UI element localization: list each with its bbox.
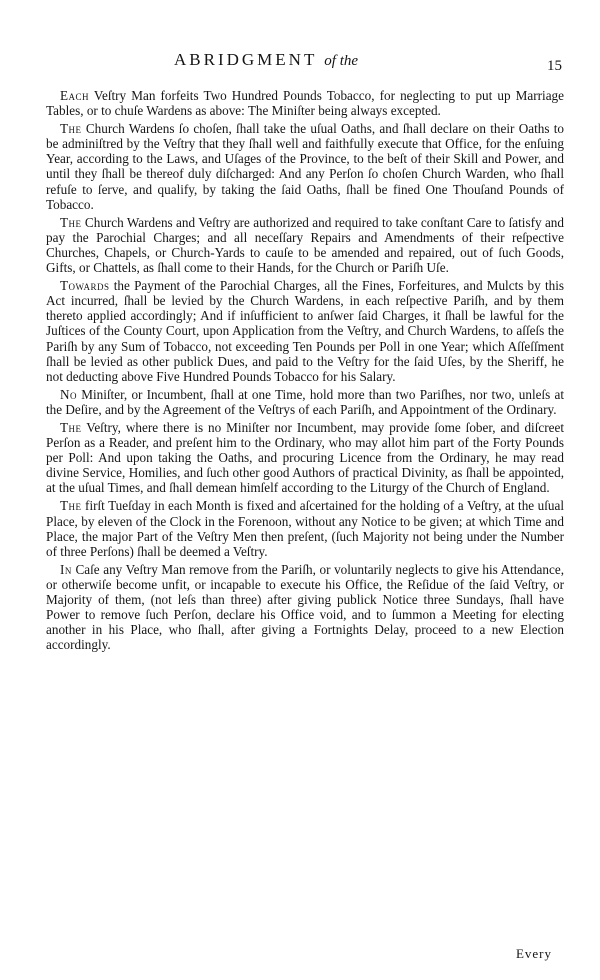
paragraph [46, 121, 564, 212]
paragraph-lead-word: The [60, 419, 82, 435]
page-number: 15 [547, 58, 562, 74]
paragraph-lead-word: The [60, 121, 82, 137]
paragraph [46, 387, 564, 417]
paragraph [46, 278, 564, 384]
paragraph-text: firſt Tueſday in each Month is fixed and aſcertained for the holding of a Veſtry, at the uſual Place, by eleven of the Clock in the Forenoon, without any Notice to be given; at which Time and Place, the major Part of the Veſtry Men then preſent, (ſuch Majority not being under the Number of three Perſons) ſhall be deemed a Veſtry. [46, 498, 564, 559]
paragraph-text: Miniſter, or Incumbent, ſhall at one Time, hold more than two Pariſhes, nor two, unleſs at the Deſire, and by the Agreement of the Veſtrys of each Pariſh, and Appointment of the Ordinary. [46, 386, 564, 417]
paragraph-text: the Payment of the Parochial Charges, all the Fines, Forfeitures, and Mulcts by this Act incurred, ſhall be levied by the Church Wardens, in each reſpective Pariſh, and by them thereto applied accordingly; And if inſufficient to anſwer ſaid Charges, it ſhall be lawful for the Juſtices of the County Court, upon Application from the Veſtry, and Church Wardens, to aſſeſs the Pariſh by any Sum of Tobacco, not exceeding Ten Pounds per Poll in one Year; which Aſſeſſment ſhall be levied as other publick Dues, and paid to the Veſtry for the ſaid Uſes, by the Sheriff, he not deducting above Five Hundred Pounds Tobacco for his Salary. [46, 278, 564, 384]
paragraph-text: Church Wardens ſo choſen, ſhall take the uſual Oaths, and ſhall declare on their Oaths to be adminiſtred by the Veſtry that they ſhall well and faithfully execute that Office, for the enſuing Year, according to the Laws, and Uſages of the Province, to the beſt of their Skill and Power, and until they ſhall be thereof duly diſcharged: And any Perſon ſo choſen Church Warden, who ſhall refuſe to ſerve, and qualify, by taking the ſaid Oaths, ſhall be fined One Thouſand Pounds of Tobacco. [46, 121, 564, 212]
paragraph-lead-word: The [60, 214, 82, 230]
paragraph-lead-word: Towards [60, 278, 110, 294]
running-title [174, 50, 358, 70]
paragraph-lead-word: In [60, 561, 72, 577]
paragraph-text: Veſtry, where there is no Miniſter nor Incumbent, may provide ſome ſober, and diſcreet Perſon as a Reader, and preſent him to the Ordinary, who may allot him part of the Forty Pounds per Poll: And upon taking the Oaths, and procuring Licence from the Ordinary, he may read divine Service, Homilies, and ſuch other good Authors of practical Divinity, as ſhall be appointed, at the uſual Times, and ſhall demean himſelf according to the Liturgy of the Church of England. [46, 419, 564, 496]
running-title-main: ABRIDGMENT [174, 50, 318, 69]
paragraph [46, 420, 564, 495]
paragraph [46, 88, 564, 118]
book-page [46, 0, 566, 980]
paragraph-text: Caſe any Veſtry Man remove from the Pariſh, or voluntarily neglects to give his Attendance, or otherwiſe become unfit, or incapable to execute his Office, the Reſidue of the ſaid Veſtry, or Majority of them, (not leſs than three) after giving publick Notice three Sundays, ſhall have Power to remove ſuch Perſon, declare his Office void, and to ſummon a Meeting for electing another in his Place, who ſhall, after giving a Fortnights Delay, proceed to a new Election accordingly. [46, 561, 564, 653]
paragraph-lead-word: The [60, 498, 82, 514]
paragraph-text: Veſtry Man forfeits Two Hundred Pounds Tobacco, for neglecting to put up Marriage Tables, or to chuſe Wardens as above: The Miniſter being always excepted. [46, 88, 564, 119]
catchword: Every [515, 946, 552, 961]
paragraph [46, 215, 564, 275]
paragraph-lead-word: No [60, 386, 78, 402]
paragraph-text: Church Wardens and Veſtry are authorized and required to take conſtant Care to ſatisfy and pay the Parochial Charges; and all neceſſary Repairs and Amendments of their reſpective Churches, Chapels, or Church-Yards to cauſe to be amended and repaired, out of ſuch Goods, Gifts, or Chattels, as ſhall come to their Hands, for the Church or Pariſh Uſe. [46, 214, 564, 276]
paragraph-lead-word: Each [60, 88, 90, 103]
body-text [46, 88, 564, 652]
running-title-suffix: of the [324, 53, 359, 69]
running-header [46, 50, 566, 74]
paragraph [46, 562, 564, 653]
paragraph [46, 498, 564, 558]
